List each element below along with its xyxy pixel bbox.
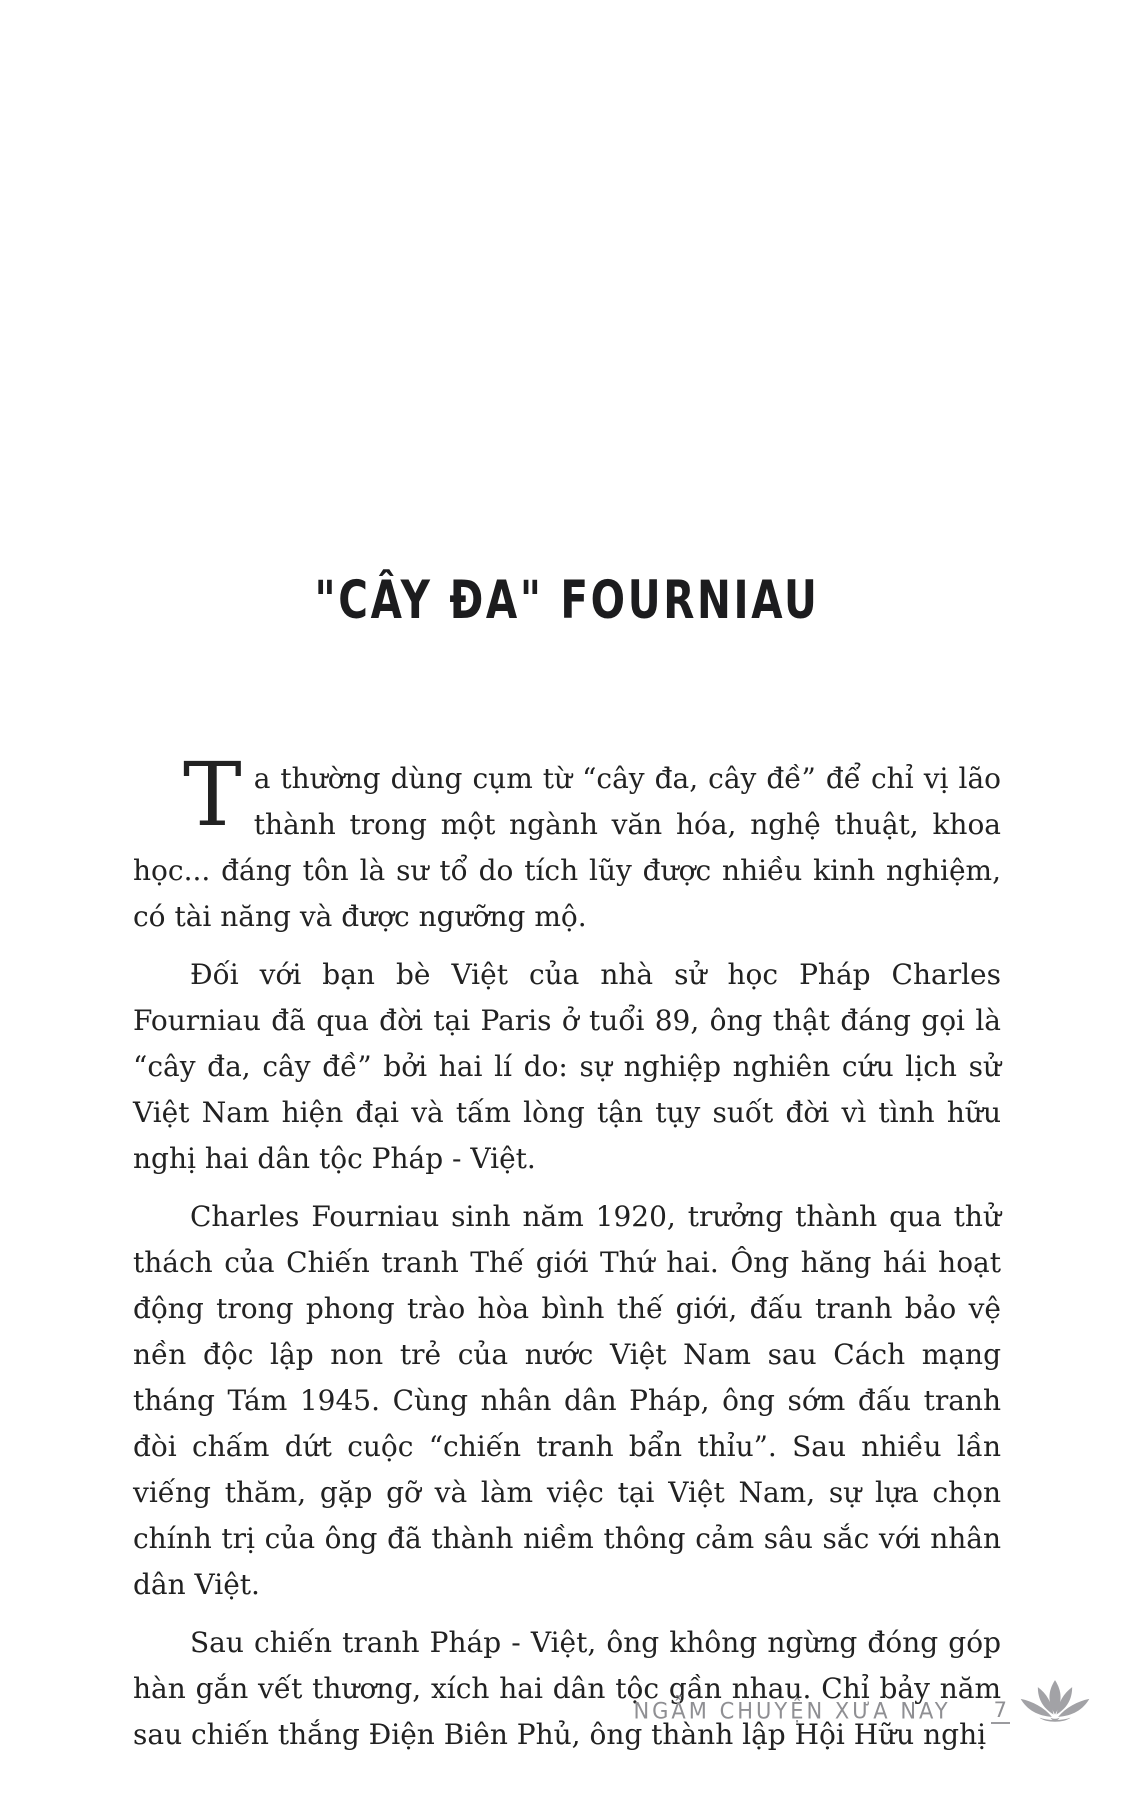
paragraph-2: Đối với bạn bè Việt của nhà sử học Pháp Charles Fourniau đã qua đời tại Paris ở tuổi 89, ông thật đáng gọi là “cây đa, cây đề” bởi hai lí do: sự nghiệp nghiên cứu lịch sử Việt Nam hiện đại và tấm lòng tận tụy suốt đời vì tình hữu nghị hai dân tộc Pháp - Việt.: [133, 958, 1001, 1175]
paragraph-1: [133, 743, 1001, 940]
body-text-block: [133, 743, 1001, 1770]
drop-cap: T: [183, 743, 242, 846]
paragraph-4: Sau chiến tranh Pháp - Việt, ông không ngừng đóng góp hàn gắn vết thương, xích hai dân tộc gần nhau. Chỉ bảy năm sau chiến thắng Điện Biên Phủ, ông thành lập Hội Hữu nghị: [133, 1626, 1001, 1751]
lotus-flower-icon: [1016, 1676, 1094, 1732]
chapter-title: "CÂY ĐA" FOURNIAU: [314, 568, 820, 631]
page-number: 7: [991, 1699, 1010, 1724]
page-footer: [633, 1690, 1094, 1732]
running-title: NGẪM CHUYỆN XƯA NAY: [633, 1698, 951, 1724]
paragraph-3: Charles Fourniau sinh năm 1920, trưởng thành qua thử thách của Chiến tranh Thế giới Thứ hai. Ông hăng hái hoạt động trong phong trào hòa bình thế giới, đấu tranh bảo vệ nền độc lập non trẻ của nước Việt Nam sau Cách mạng tháng Tám 1945. Cùng nhân dân Pháp, ông sớm đấu tranh đòi chấm dứt cuộc “chiến tranh bẩn thỉu”. Sau nhiều lần viếng thăm, gặp gỡ và làm việc tại Việt Nam, sự lựa chọn chính trị của ông đã thành niềm thông cảm sâu sắc với nhân dân Việt.: [133, 1200, 1001, 1601]
paragraph-1-text: a thường dùng cụm từ “cây đa, cây đề” để chỉ vị lão thành trong một ngành văn hóa, nghệ thuật, khoa học... đáng tôn là sư tổ do tích lũy được nhiều kinh nghiệm, có tài năng và được ngưỡng mộ.: [133, 762, 1001, 933]
